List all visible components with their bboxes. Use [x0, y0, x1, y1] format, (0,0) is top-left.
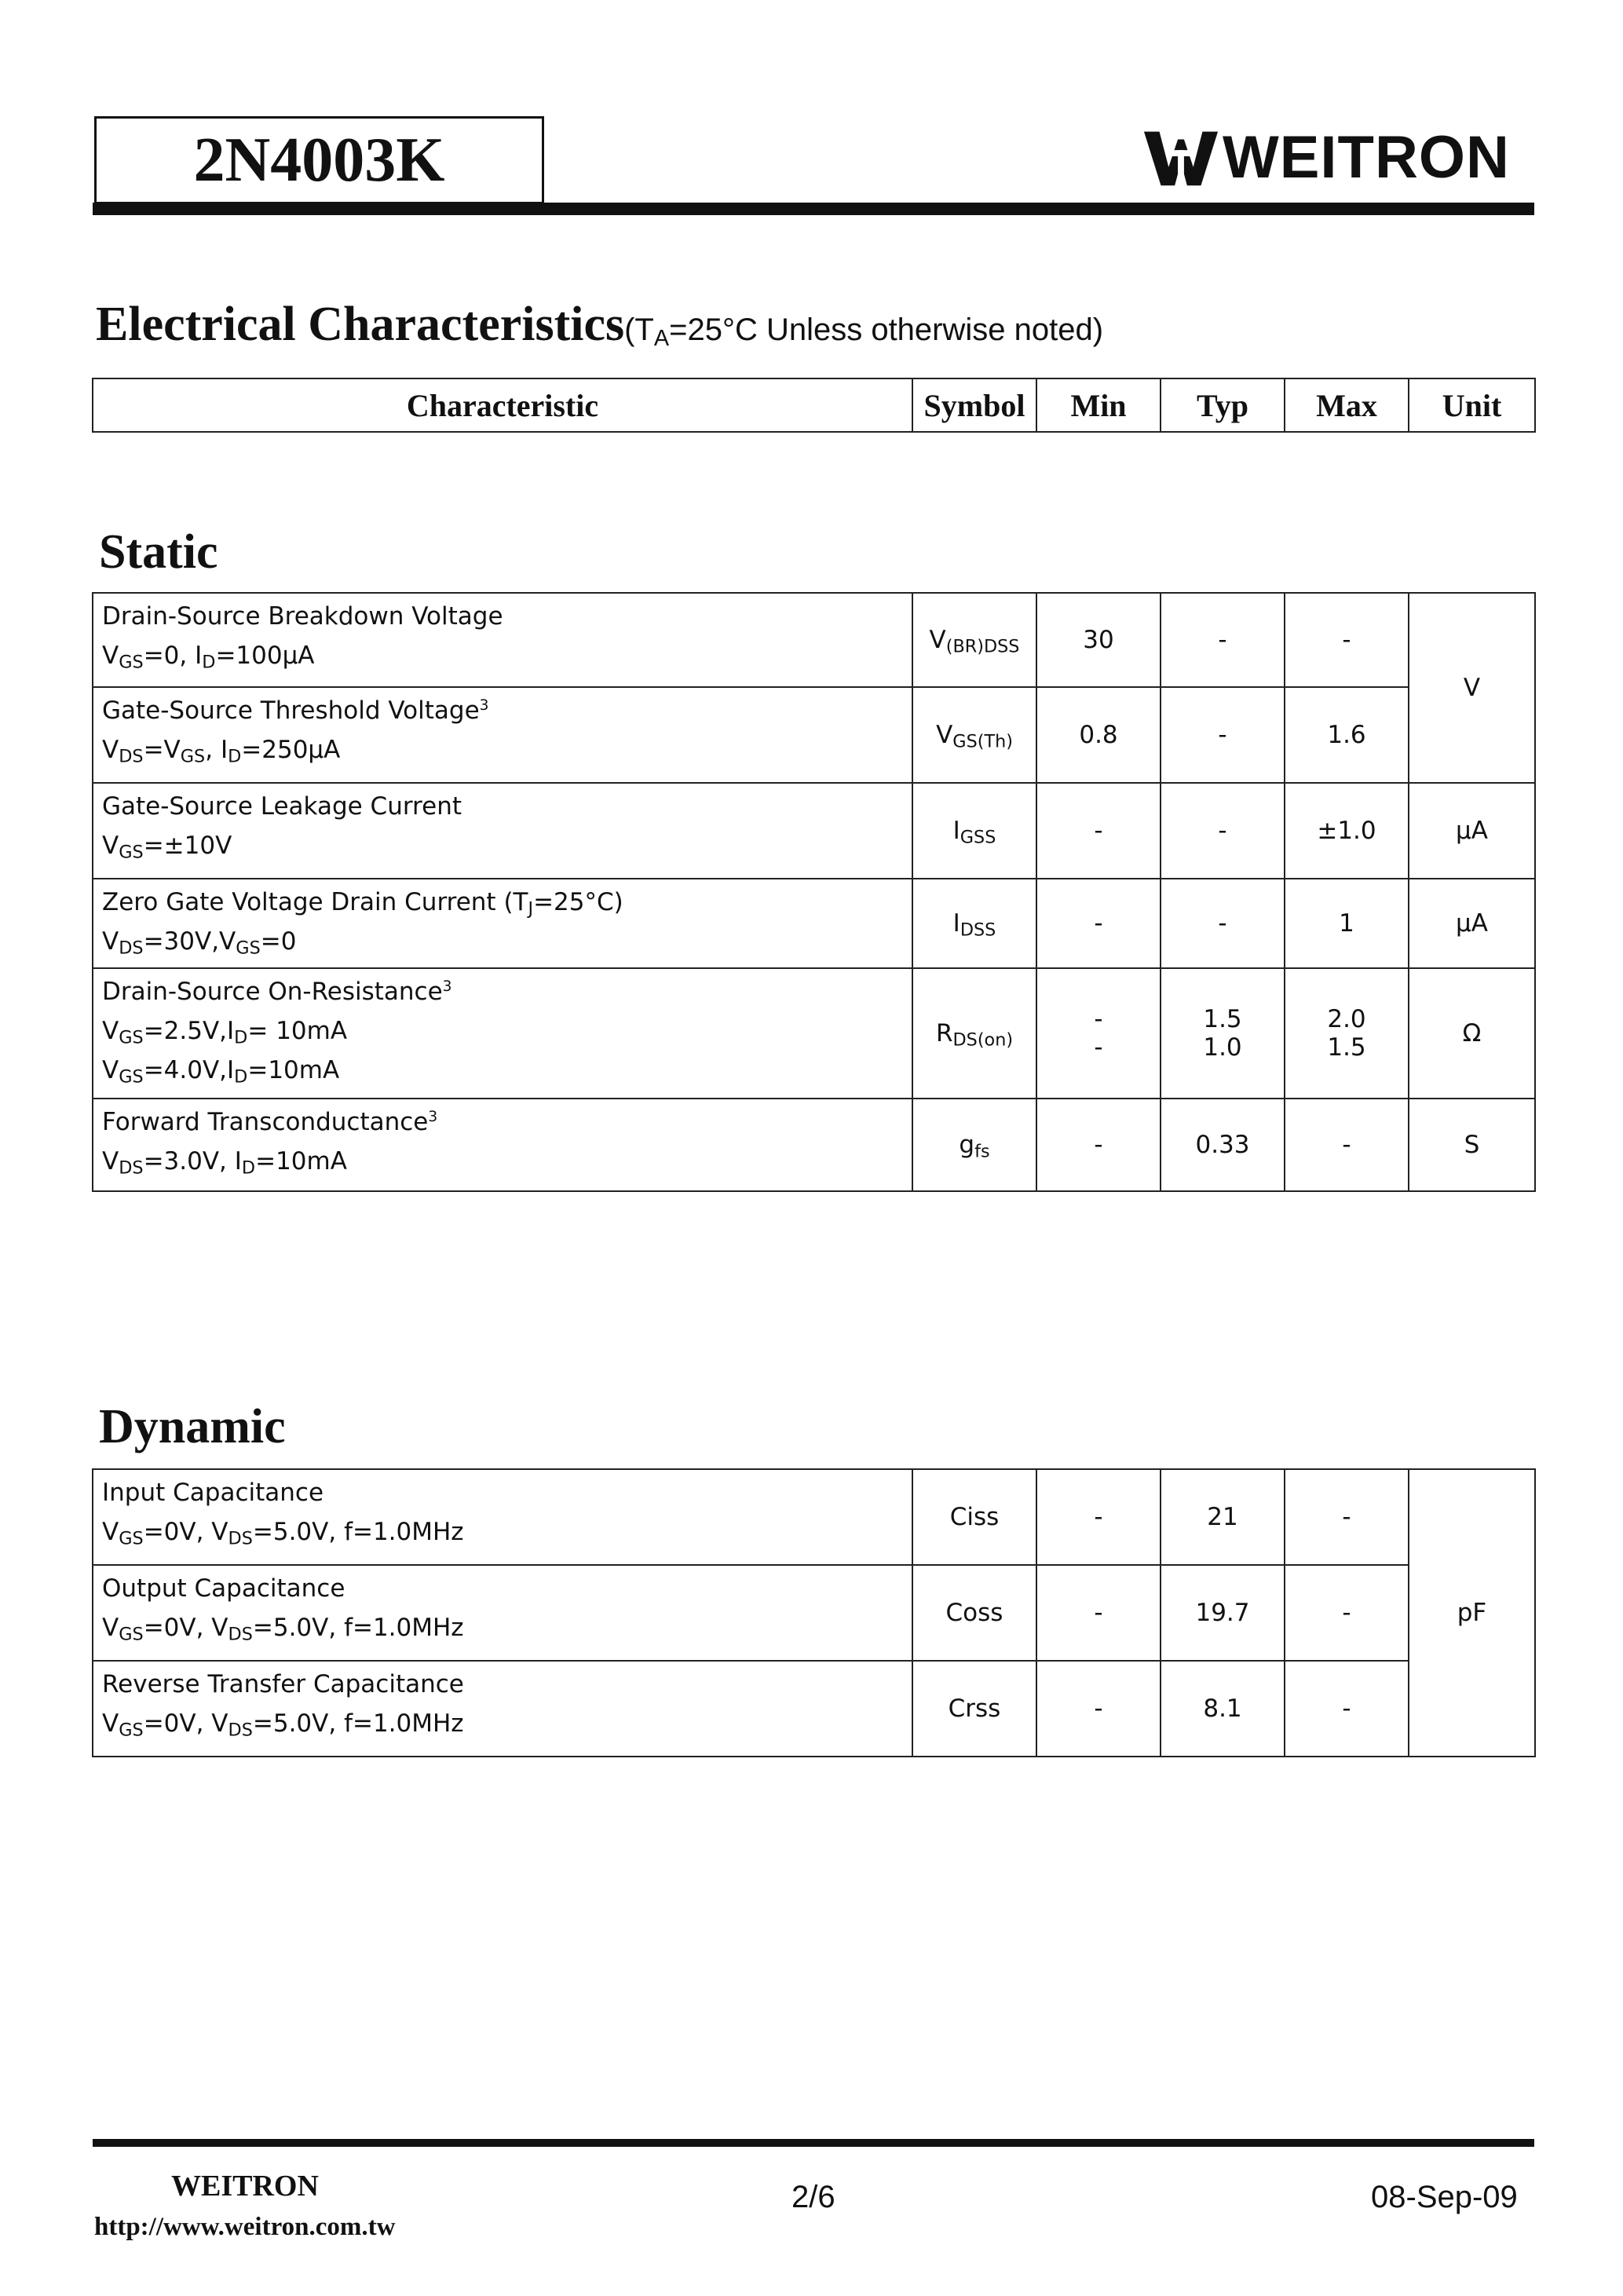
max-cell: - [1285, 1099, 1409, 1191]
col-typ: Typ [1161, 378, 1285, 432]
typ-cell: 8.1 [1161, 1661, 1285, 1757]
header-rule [93, 203, 1534, 215]
min-cell: - [1036, 879, 1161, 968]
characteristic-line: $V_{GS}=2.5V,I_D= 10mA$ [102, 1017, 348, 1048]
characteristic-line: Reverse Transfer Capacitance [102, 1670, 464, 1698]
table-row [93, 1099, 1535, 1191]
max-cell: 2.0 1.5 [1285, 968, 1409, 1099]
characteristic-line: Zero Gate Voltage Drain Current $(T_J=25^\circ C)$ [102, 888, 623, 919]
characteristic-cell [93, 1565, 912, 1661]
min-cell: - - [1036, 968, 1161, 1099]
characteristic-line: Gate-Source Leakage Current [102, 792, 462, 821]
table-row [93, 1469, 1535, 1565]
part-number-box [94, 116, 544, 204]
footer-url[interactable]: http://www.weitron.com.tw [94, 2213, 396, 2241]
characteristic-line: Forward Transconductance$^3$ [102, 1108, 438, 1136]
symbol-cell: $V_{GS(Th)}$ [912, 687, 1036, 783]
max-cell: - [1285, 593, 1409, 687]
table-row [93, 593, 1535, 687]
symbol-cell: Ciss [912, 1469, 1036, 1565]
characteristic-line: $V_{DS}=30V,V_{GS}=0$ [102, 927, 297, 959]
characteristic-line: Drain-Source On-Resistance$^3$ [102, 978, 452, 1006]
symbol-cell: $I_{GSS}$ [912, 783, 1036, 879]
symbol-cell: $R_{DS(on)}$ [912, 968, 1036, 1099]
characteristic-line: $V_{GS}=0V$, $V_{DS}=5.0V$, f=1.0MHz [102, 1709, 464, 1741]
dynamic-heading: Dynamic [99, 1400, 286, 1453]
column-header-table [92, 378, 1536, 433]
weitron-logo-icon [1142, 126, 1219, 189]
unit-cell: pF [1409, 1469, 1535, 1757]
col-min: Min [1036, 378, 1161, 432]
min-cell: - [1036, 1661, 1161, 1757]
symbol-cell: $g_{fs}$ [912, 1099, 1036, 1191]
characteristic-cell [93, 1661, 912, 1757]
col-characteristic: Characteristic [93, 378, 912, 432]
unit-cell: μA [1409, 879, 1535, 968]
footer-company: WEITRON [171, 2170, 319, 2203]
col-symbol: Symbol [912, 378, 1036, 432]
characteristic-line: $V_{GS}=4.0V,I_D=10mA$ [102, 1056, 340, 1088]
part-number: 2N4003K [193, 125, 445, 195]
characteristic-line: $V_{GS}=\pm 10V$ [102, 832, 232, 863]
characteristic-cell [93, 687, 912, 783]
symbol-cell: Crss [912, 1661, 1036, 1757]
characteristic-line: Drain-Source Breakdown Voltage [102, 602, 503, 631]
characteristic-line: Gate-Source Threshold Voltage$^3$ [102, 696, 489, 725]
max-cell: ±1.0 [1285, 783, 1409, 879]
min-cell: 0.8 [1036, 687, 1161, 783]
col-unit: Unit [1409, 378, 1535, 432]
characteristic-cell [93, 879, 912, 968]
typ-cell: - [1161, 879, 1285, 968]
characteristic-line: $V_{GS}=0V$, $V_{DS}=5.0V$, f=1.0MHz [102, 1614, 464, 1645]
characteristic-cell [93, 593, 912, 687]
unit-cell: S [1409, 1099, 1535, 1191]
typ-cell: - [1161, 687, 1285, 783]
static-table [92, 592, 1536, 1192]
table-row [93, 783, 1535, 879]
max-cell: - [1285, 1661, 1409, 1757]
typ-cell: - [1161, 783, 1285, 879]
min-cell: - [1036, 783, 1161, 879]
unit-cell: Ω [1409, 968, 1535, 1099]
brand-logo [1142, 122, 1535, 193]
table-row [93, 687, 1535, 783]
min-cell: - [1036, 1469, 1161, 1565]
symbol-cell: Coss [912, 1565, 1036, 1661]
section-title-text: Electrical Characteristics [96, 298, 625, 351]
characteristic-line: $V_{GS}=0V$, $V_{DS}=5.0V$, f=1.0MHz [102, 1518, 464, 1549]
characteristic-line: Input Capacitance [102, 1479, 324, 1507]
unit-cell: μA [1409, 783, 1535, 879]
typ-cell: 21 [1161, 1469, 1285, 1565]
characteristic-cell [93, 783, 912, 879]
characteristic-line: $V_{DS}=3.0V$, $I_D=10mA$ [102, 1147, 347, 1179]
page-number: 2/6 [791, 2180, 835, 2214]
revision-date: 08-Sep-09 [1371, 2180, 1518, 2214]
min-cell: - [1036, 1099, 1161, 1191]
symbol-cell: $V_{(BR)DSS}$ [912, 593, 1036, 687]
min-cell: - [1036, 1565, 1161, 1661]
unit-cell: V [1409, 593, 1535, 783]
table-row [93, 968, 1535, 1099]
typ-cell: 19.7 [1161, 1565, 1285, 1661]
characteristic-cell [93, 1099, 912, 1191]
table-row [93, 1565, 1535, 1661]
table-row [93, 879, 1535, 968]
footer-rule [93, 2139, 1534, 2147]
characteristic-cell [93, 968, 912, 1099]
section-title [96, 297, 1103, 353]
characteristic-line: $V_{DS}=V_{GS}$, $I_D=250\mu A$ [102, 736, 341, 767]
max-cell: 1 [1285, 879, 1409, 968]
col-max: Max [1285, 378, 1409, 432]
typ-cell: 0.33 [1161, 1099, 1285, 1191]
characteristic-line: Output Capacitance [102, 1574, 345, 1603]
dynamic-table [92, 1468, 1536, 1757]
symbol-cell: $I_{DSS}$ [912, 879, 1036, 968]
table-row [93, 1661, 1535, 1757]
section-condition: ($T_A=25^\circ C$ Unless otherwise noted) [624, 313, 1104, 352]
typ-cell: 1.5 1.0 [1161, 968, 1285, 1099]
static-heading: Static [99, 525, 218, 579]
typ-cell: - [1161, 593, 1285, 687]
max-cell: - [1285, 1565, 1409, 1661]
characteristic-line: $V_{GS}=0$, $I_D=100\mu A$ [102, 642, 315, 673]
brand-name: WEITRON [1223, 124, 1510, 191]
max-cell: - [1285, 1469, 1409, 1565]
min-cell: 30 [1036, 593, 1161, 687]
characteristic-cell [93, 1469, 912, 1565]
max-cell: 1.6 [1285, 687, 1409, 783]
